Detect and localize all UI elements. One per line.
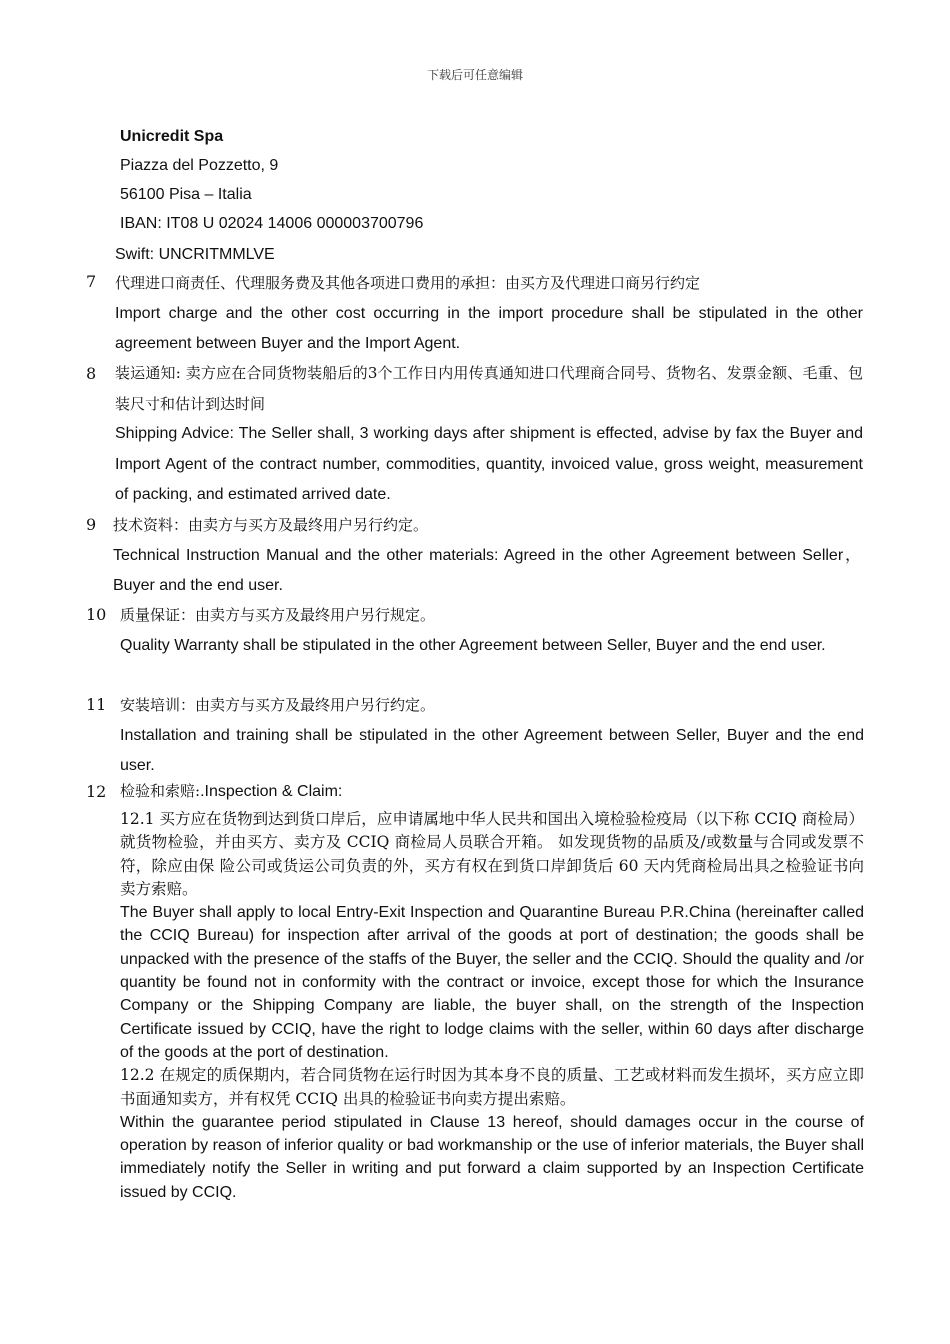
clause-8-chinese: 装运通知: 卖方应在合同货物装船后的3个工作日内用传真通知进口代理商合同号、货物名、发票金额、毛重、包装尺寸和估计到达时间 bbox=[115, 364, 863, 413]
clause-9-chinese: 技术资料：由卖方与买方及最终用户另行约定。 bbox=[113, 516, 429, 534]
bank-swift: Swift: UNCRITMMLVE bbox=[115, 246, 275, 263]
clause-8 bbox=[115, 358, 863, 511]
clause-10 bbox=[120, 600, 864, 661]
clause-10-chinese: 质量保证：由卖方与买方及最终用户另行规定。 bbox=[120, 606, 436, 624]
clause-7 bbox=[115, 268, 863, 360]
clause-12-english: .Inspection & Claim: bbox=[200, 783, 343, 800]
clause-7-chinese: 代理进口商责任、代理服务费及其他各项进口费用的承担：由买方及代理进口商另行约定 bbox=[115, 274, 701, 292]
clause-7-number: 7 bbox=[86, 272, 97, 291]
clause-9 bbox=[113, 510, 861, 602]
bank-street: Piazza del Pozzetto, 9 bbox=[120, 157, 279, 174]
page-header: 下载后可任意编辑 bbox=[426, 68, 523, 82]
clause-8-english: Shipping Advice: The Seller shall, 3 working days after shipment is effected, advise by fax the Buyer and Import Agent of the contract number, commodities, quantity, invoiced value, gross weight, measurement of packing, and estimated arrived date. bbox=[115, 425, 863, 503]
clause-12-2-english: Within the guarantee period stipulated in Clause 13 hereof, should damages occur in the course of operation by reason of inferior quality or bad workmanship or the use of inferior materials, the Buyer shall immediately notify the Seller in writing and put forward a claim supported by an Inspection Certificate issued by CCIQ. bbox=[120, 1113, 864, 1201]
bank-iban: IBAN: IT08 U 02024 14006 000003700796 bbox=[120, 215, 424, 232]
bank-address bbox=[120, 122, 860, 238]
clause-7-english: Import charge and the other cost occurring in the import procedure shall be stipulated in the other agreement between Buyer and the Import Agent. bbox=[115, 304, 863, 352]
clause-12-number: 12 bbox=[86, 782, 107, 801]
bank-city: 56100 Pisa – Italia bbox=[120, 186, 252, 203]
clause-10-number: 10 bbox=[86, 605, 107, 624]
clause-12-chinese: 检验和索赔: bbox=[120, 782, 201, 800]
clause-11 bbox=[120, 690, 864, 782]
clause-12-2-chinese: 12.2 在规定的质保期内，若合同货物在运行时因为其本身不良的质量、工艺或材料而发生损坏，买方应立即书面通知卖方，并有权凭 CCIQ 出具的检验证书向卖方提出索赔。 bbox=[120, 1066, 864, 1108]
clause-12-1-chinese: 12.1 买方应在货物到达到货口岸后，应申请属地中华人民共和国出入境检验检疫局（以下称 CCIQ 商检局）就货物检验，并由买方、卖方及 CCIQ 商检局人员联合开箱。 如发现货物的品质及/或数量与合同或发票不符，除应由保 险公司或货运公司负责的外，买方有权在到货口岸卸货后 60 天内凭商检局出具之检验证书向卖方索赔。 bbox=[120, 810, 864, 898]
clause-12-heading bbox=[120, 778, 868, 805]
clause-9-number: 9 bbox=[86, 515, 97, 534]
clause-11-number: 11 bbox=[86, 695, 107, 714]
clause-12-1-english: The Buyer shall apply to local Entry-Exit Inspection and Quarantine Bureau P.R.China (hereinafter called the CCIQ Bureau) for inspection after arrival of the goods at port of destination; the goods shall be unpacked with the presence of the staffs of the Buyer, the seller and the CCIQ. Should the quality and /or quantity be found not in conformity with the contract or invoice, except those for which the Insurance Company or the Shipping Company are liable, the buyer shall, on the strength of the Inspection Certificate issued by CCIQ, have the right to lodge claims with the seller, within 60 days after discharge of the goods at the port of destination. bbox=[120, 904, 864, 1061]
clause-11-english: Installation and training shall be stipulated in the other Agreement between Seller, Buyer and the end user. bbox=[120, 726, 864, 774]
bank-name: Unicredit Spa bbox=[120, 128, 224, 145]
clause-11-chinese: 安装培训：由卖方与买方及最终用户另行约定。 bbox=[120, 696, 436, 714]
clause-9-english: Technical Instruction Manual and the other materials: Agreed in the other Agreement between Seller，Buyer and the end user. bbox=[113, 546, 861, 594]
clause-12-subsections bbox=[120, 808, 864, 1204]
clause-8-number: 8 bbox=[86, 364, 97, 383]
clause-10-english: Quality Warranty shall be stipulated in the other Agreement between Seller, Buyer and the end user. bbox=[120, 636, 826, 654]
